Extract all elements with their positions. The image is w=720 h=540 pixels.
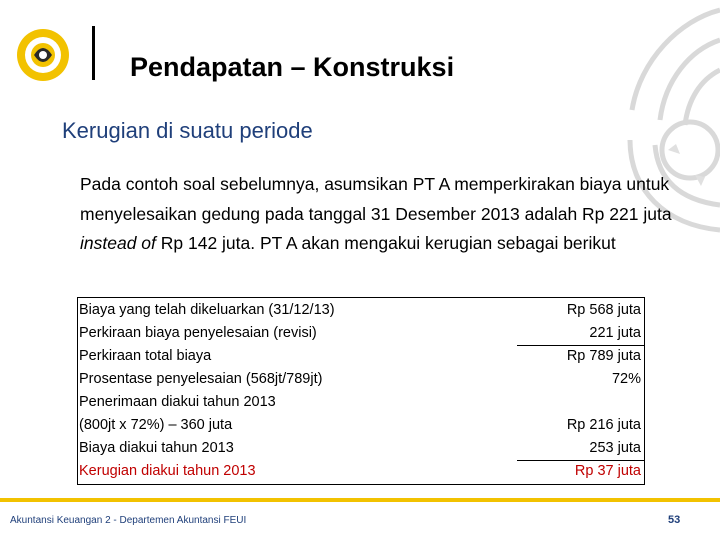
row-value: 72%: [611, 371, 641, 387]
row-label: Kerugian diakui tahun 2013: [79, 463, 256, 479]
row-label: (800jt x 72%) – 360 juta: [79, 417, 233, 433]
table-row-loss: [79, 461, 641, 484]
table-row: [79, 346, 641, 369]
footer-text: Akuntansi Keuangan 2 - Departemen Akuntansi FEUI: [10, 515, 247, 526]
title-divider: [92, 26, 95, 80]
row-label: Penerimaan diakui tahun 2013: [79, 394, 276, 410]
table-row: [79, 323, 641, 346]
table-row: [79, 415, 641, 438]
slide-title: Pendapatan – Konstruksi: [130, 52, 455, 82]
paragraph-italic: instead of: [80, 233, 156, 253]
paragraph-text-2: Rp 142 juta. PT A akan mengakui kerugian sebagai berikut: [155, 233, 616, 253]
table-row: [79, 369, 641, 392]
university-logo-icon: [14, 26, 72, 84]
table-row: [79, 300, 641, 323]
row-value: Rp 37 juta: [574, 463, 641, 479]
body-paragraph: [80, 170, 690, 259]
row-label: Perkiraan total biaya: [79, 348, 212, 364]
row-label: Biaya diakui tahun 2013: [79, 440, 234, 456]
paragraph-text-1: Pada contoh soal sebelumnya, asumsikan PT A memperkirakan biaya untuk menyelesaikan gedung pada tanggal 31 Desember 2013 adalah Rp 221 juta: [80, 174, 672, 224]
row-label: Prosentase penyelesaian (568jt/789jt): [79, 371, 323, 387]
row-value: 253 juta: [589, 440, 641, 456]
row-label: Perkiraan biaya penyelesaian (revisi): [79, 325, 317, 341]
row-value: 221 juta: [589, 325, 641, 341]
row-value: Rp 789 juta: [566, 348, 641, 364]
row-value: Rp 568 juta: [566, 302, 641, 318]
calculation-table: [77, 297, 645, 485]
page-number: 53: [668, 514, 681, 526]
slide-subtitle: Kerugian di suatu periode: [62, 118, 313, 143]
table-row: [79, 392, 641, 415]
table-row: [79, 438, 641, 461]
row-value: Rp 216 juta: [566, 417, 641, 433]
footer-divider: [0, 498, 720, 502]
row-label: Biaya yang telah dikeluarkan (31/12/13): [79, 302, 335, 318]
